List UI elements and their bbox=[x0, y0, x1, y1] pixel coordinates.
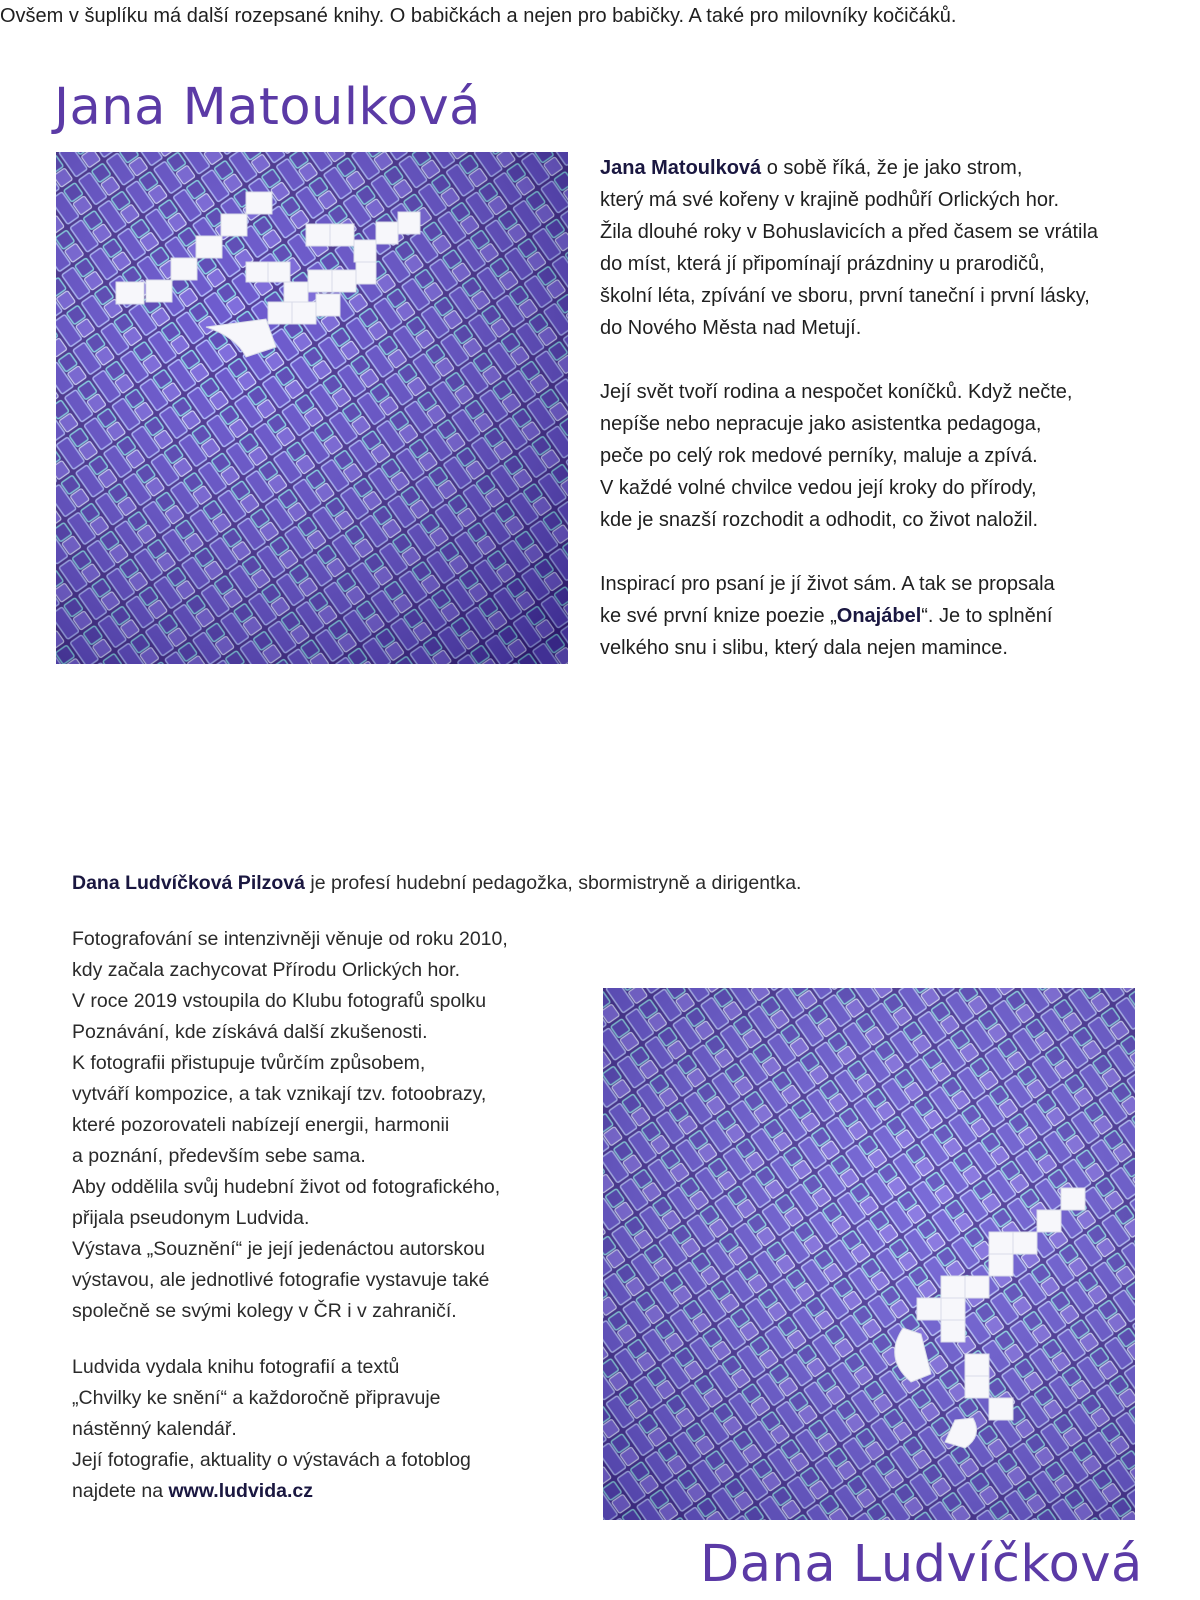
cube-tile-texture-photo-icon bbox=[603, 988, 1135, 1520]
bio-line: Aby oddělila svůj hudební život od fotografického, bbox=[72, 1176, 501, 1198]
bio-line: Výstava „Souznění“ je její jedenáctou autorskou bbox=[72, 1238, 485, 1260]
bio-line: K fotografii přistupuje tvůrčím způsobem, bbox=[72, 1052, 426, 1074]
bio-line: do míst, která jí připomínají prázdniny u prarodičů, bbox=[600, 253, 1045, 275]
bio-text: o sobě říká, že je jako strom, bbox=[761, 157, 1023, 179]
author1-name-title: Jana Matoulková bbox=[54, 78, 481, 137]
author2-intro bbox=[72, 868, 802, 899]
bio-line: výstavou, ale jednotlivé fotografie vystavuje také bbox=[72, 1269, 490, 1291]
bio-line: „Chvilky ke snění“ a každoročně připravuje bbox=[72, 1387, 441, 1409]
website-link[interactable]: www.ludvida.cz bbox=[168, 1480, 313, 1502]
author1-bio bbox=[600, 152, 1180, 664]
author2-bio-paragraph-2 bbox=[72, 924, 612, 1327]
author1-name-bold: Jana Matoulková bbox=[600, 157, 762, 179]
author2-name-title: Dana Ludvíčková bbox=[700, 1535, 1143, 1594]
bio-text: najdete na bbox=[72, 1480, 169, 1502]
bio-text: je profesí hudební pedagožka, sbormistryně a dirigentka. bbox=[305, 872, 802, 894]
bio-text: “. Je to splnění bbox=[921, 605, 1053, 627]
author2-photo bbox=[603, 988, 1135, 1520]
bio-line bbox=[72, 868, 802, 899]
author1-closing-line: Ovšem v šuplíku má další rozepsané knihy. O babičkách a nejen pro babičky. A také pro milovníky kočičáků. bbox=[0, 5, 957, 27]
bio-line: kde je snazší rozchodit a odhodit, co život naložil. bbox=[600, 509, 1039, 531]
bio-line: V roce 2019 vstoupila do Klubu fotografů spolku bbox=[72, 990, 487, 1012]
bio-line: vytváří kompozice, a tak vznikají tzv. fotoobrazy, bbox=[72, 1083, 487, 1105]
bio-line: přijala pseudonym Ludvida. bbox=[72, 1207, 310, 1229]
bio-text: ke své první knize poezie „ bbox=[600, 605, 837, 627]
bio-line: do Nového Města nad Metují. bbox=[600, 317, 862, 339]
author1-bio-paragraph-1 bbox=[600, 152, 1180, 344]
bio-line: Fotografování se intenzivněji věnuje od roku 2010, bbox=[72, 928, 508, 950]
author2-bio-paragraph-3 bbox=[72, 1352, 612, 1507]
author1-photo bbox=[56, 152, 568, 664]
bio-line: Její svět tvoří rodina a nespočet koníčků. Když nečte, bbox=[600, 381, 1073, 403]
author2-name-bold: Dana Ludvíčková Pilzová bbox=[72, 872, 306, 894]
bio-line: školní léta, zpívání ve sboru, první taneční i první lásky, bbox=[600, 285, 1090, 307]
author1-bio-paragraph-3 bbox=[600, 568, 1180, 664]
bio-line bbox=[600, 600, 1180, 632]
bio-line: a poznání, především sebe sama. bbox=[72, 1145, 366, 1167]
bio-line: kdy začala zachycovat Přírodu Orlických hor. bbox=[72, 959, 460, 981]
bio-line bbox=[600, 152, 1180, 184]
bio-line: Její fotografie, aktuality o výstavách a fotoblog bbox=[72, 1449, 471, 1471]
bio-line: Inspirací pro psaní je jí život sám. A tak se propsala bbox=[600, 573, 1055, 595]
bio-line: který má své kořeny v krajině podhůří Orlických hor. bbox=[600, 189, 1060, 211]
bio-line: Poznávání, kde získává další zkušenosti. bbox=[72, 1021, 428, 1043]
bio-line: peče po celý rok medové perníky, maluje a zpívá. bbox=[600, 445, 1038, 467]
bio-line: Ludvida vydala knihu fotografií a textů bbox=[72, 1356, 400, 1378]
author2-bio bbox=[72, 868, 802, 1532]
book-title: Onajábel bbox=[836, 605, 922, 627]
bio-line: V každé volné chvilce vedou její kroky do přírody, bbox=[600, 477, 1037, 499]
bio-line: nepíše nebo nepracuje jako asistentka pedagoga, bbox=[600, 413, 1042, 435]
bio-line bbox=[72, 1476, 612, 1507]
author1-bio-paragraph-2 bbox=[600, 376, 1180, 536]
bio-line: velkého snu i slibu, který dala nejen mamince. bbox=[600, 637, 1008, 659]
bio-line: společně se svými kolegy v ČR i v zahraničí. bbox=[72, 1300, 457, 1322]
bio-line: které pozorovateli nabízejí energii, harmonii bbox=[72, 1114, 450, 1136]
bio-line: nástěnný kalendář. bbox=[72, 1418, 237, 1440]
bio-line: Žila dlouhé roky v Bohuslavicích a před časem se vrátila bbox=[600, 221, 1099, 243]
cube-tile-texture-photo-icon bbox=[56, 152, 568, 664]
